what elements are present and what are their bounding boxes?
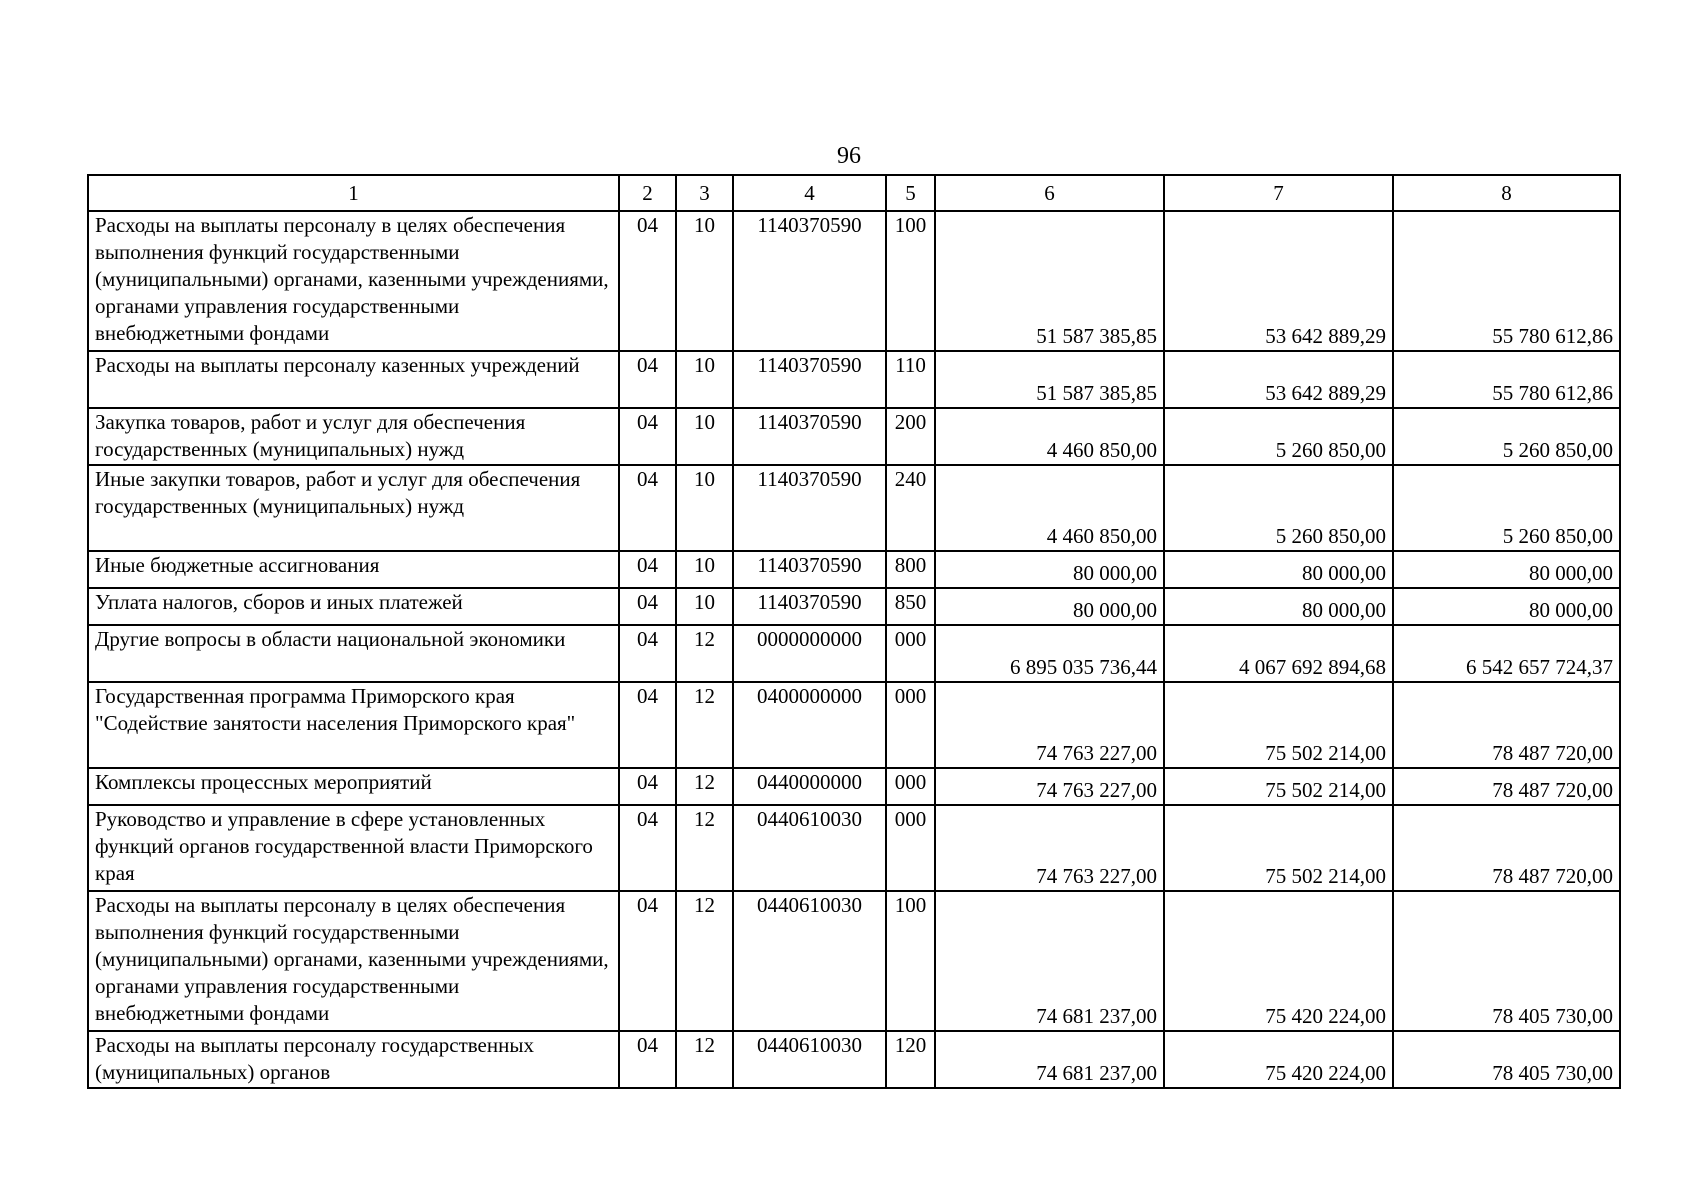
header-col-4: 4 [733, 175, 886, 211]
row-section: 04 [619, 891, 676, 1031]
row-name: Руководство и управление в сфере установленных функций органов государственной власти Приморского края [88, 805, 619, 891]
row-name: Расходы на выплаты персоналу государственных (муниципальных) органов [88, 1031, 619, 1088]
row-subsection: 12 [676, 891, 733, 1031]
row-target-code: 0440610030 [733, 891, 886, 1031]
row-amount-6: 74 763 227,00 [935, 805, 1164, 891]
row-amount-6: 80 000,00 [935, 588, 1164, 625]
row-target-code: 0440610030 [733, 805, 886, 891]
row-amount-8: 78 487 720,00 [1393, 682, 1620, 768]
row-expense-type: 110 [886, 351, 935, 408]
row-expense-type: 000 [886, 805, 935, 891]
row-name: Другие вопросы в области национальной экономики [88, 625, 619, 682]
row-amount-8: 55 780 612,86 [1393, 211, 1620, 351]
row-target-code: 1140370590 [733, 351, 886, 408]
row-section: 04 [619, 805, 676, 891]
row-expense-type: 000 [886, 625, 935, 682]
table-row [88, 891, 1620, 1031]
row-section: 04 [619, 768, 676, 805]
table-row [88, 465, 1620, 551]
row-amount-7: 75 502 214,00 [1164, 768, 1393, 805]
row-amount-6: 4 460 850,00 [935, 465, 1164, 551]
row-amount-8: 78 487 720,00 [1393, 805, 1620, 891]
row-subsection: 12 [676, 1031, 733, 1088]
table-row [88, 1031, 1620, 1088]
row-amount-8: 78 487 720,00 [1393, 768, 1620, 805]
row-amount-7: 80 000,00 [1164, 551, 1393, 588]
row-name: Расходы на выплаты персоналу в целях обеспечения выполнения функций государственными (муниципальными) органами, казенными учреждениями, органами управления государственными внебюджетными фондами [88, 211, 619, 351]
row-section: 04 [619, 351, 676, 408]
table-header-row [88, 175, 1620, 211]
table-row [88, 768, 1620, 805]
row-name: Иные закупки товаров, работ и услуг для обеспечения государственных (муниципальных) нужд [88, 465, 619, 551]
row-amount-6: 51 587 385,85 [935, 211, 1164, 351]
header-col-6: 6 [935, 175, 1164, 211]
row-amount-7: 75 502 214,00 [1164, 805, 1393, 891]
row-name: Государственная программа Приморского края "Содействие занятости населения Приморского края" [88, 682, 619, 768]
row-amount-7: 80 000,00 [1164, 588, 1393, 625]
row-name: Комплексы процессных мероприятий [88, 768, 619, 805]
row-amount-7: 75 502 214,00 [1164, 682, 1393, 768]
row-target-code: 1140370590 [733, 211, 886, 351]
row-amount-6: 74 681 237,00 [935, 891, 1164, 1031]
row-expense-type: 000 [886, 768, 935, 805]
row-amount-6: 74 681 237,00 [935, 1031, 1164, 1088]
header-col-3: 3 [676, 175, 733, 211]
row-section: 04 [619, 211, 676, 351]
page-number: 96 [837, 143, 861, 169]
table-row [88, 408, 1620, 465]
row-expense-type: 800 [886, 551, 935, 588]
row-subsection: 10 [676, 551, 733, 588]
row-subsection: 12 [676, 768, 733, 805]
header-col-1: 1 [88, 175, 619, 211]
row-amount-6: 51 587 385,85 [935, 351, 1164, 408]
row-subsection: 12 [676, 805, 733, 891]
row-subsection: 12 [676, 682, 733, 768]
header-col-2: 2 [619, 175, 676, 211]
row-subsection: 10 [676, 351, 733, 408]
row-expense-type: 850 [886, 588, 935, 625]
table-row [88, 682, 1620, 768]
header-col-7: 7 [1164, 175, 1393, 211]
row-section: 04 [619, 551, 676, 588]
row-expense-type: 200 [886, 408, 935, 465]
row-section: 04 [619, 408, 676, 465]
row-name: Расходы на выплаты персоналу в целях обеспечения выполнения функций государственными (муниципальными) органами, казенными учреждениями, органами управления государственными внебюджетными фондами [88, 891, 619, 1031]
row-amount-7: 5 260 850,00 [1164, 465, 1393, 551]
row-target-code: 0440000000 [733, 768, 886, 805]
row-subsection: 10 [676, 211, 733, 351]
row-section: 04 [619, 1031, 676, 1088]
row-amount-7: 53 642 889,29 [1164, 211, 1393, 351]
row-target-code: 0440610030 [733, 1031, 886, 1088]
header-col-8: 8 [1393, 175, 1620, 211]
row-section: 04 [619, 588, 676, 625]
row-amount-8: 78 405 730,00 [1393, 891, 1620, 1031]
row-target-code: 0400000000 [733, 682, 886, 768]
row-amount-8: 5 260 850,00 [1393, 408, 1620, 465]
row-amount-7: 53 642 889,29 [1164, 351, 1393, 408]
row-amount-7: 4 067 692 894,68 [1164, 625, 1393, 682]
row-amount-8: 80 000,00 [1393, 551, 1620, 588]
row-expense-type: 100 [886, 211, 935, 351]
row-amount-6: 74 763 227,00 [935, 768, 1164, 805]
row-amount-8: 78 405 730,00 [1393, 1031, 1620, 1088]
row-amount-8: 55 780 612,86 [1393, 351, 1620, 408]
table-row [88, 211, 1620, 351]
row-amount-7: 75 420 224,00 [1164, 1031, 1393, 1088]
row-amount-6: 74 763 227,00 [935, 682, 1164, 768]
row-target-code: 0000000000 [733, 625, 886, 682]
row-target-code: 1140370590 [733, 408, 886, 465]
row-target-code: 1140370590 [733, 551, 886, 588]
row-subsection: 10 [676, 465, 733, 551]
table-row [88, 351, 1620, 408]
row-expense-type: 240 [886, 465, 935, 551]
row-section: 04 [619, 625, 676, 682]
row-amount-6: 80 000,00 [935, 551, 1164, 588]
row-target-code: 1140370590 [733, 465, 886, 551]
row-amount-6: 6 895 035 736,44 [935, 625, 1164, 682]
row-name: Расходы на выплаты персоналу казенных учреждений [88, 351, 619, 408]
row-amount-7: 5 260 850,00 [1164, 408, 1393, 465]
row-amount-8: 80 000,00 [1393, 588, 1620, 625]
row-section: 04 [619, 682, 676, 768]
row-amount-7: 75 420 224,00 [1164, 891, 1393, 1031]
table-row [88, 625, 1620, 682]
row-amount-8: 6 542 657 724,37 [1393, 625, 1620, 682]
row-name: Иные бюджетные ассигнования [88, 551, 619, 588]
row-name: Уплата налогов, сборов и иных платежей [88, 588, 619, 625]
budget-table [87, 174, 1621, 1089]
row-expense-type: 100 [886, 891, 935, 1031]
row-subsection: 10 [676, 408, 733, 465]
row-subsection: 12 [676, 625, 733, 682]
table-row [88, 805, 1620, 891]
row-expense-type: 120 [886, 1031, 935, 1088]
row-target-code: 1140370590 [733, 588, 886, 625]
row-subsection: 10 [676, 588, 733, 625]
row-name: Закупка товаров, работ и услуг для обеспечения государственных (муниципальных) нужд [88, 408, 619, 465]
row-section: 04 [619, 465, 676, 551]
header-col-5: 5 [886, 175, 935, 211]
row-amount-8: 5 260 850,00 [1393, 465, 1620, 551]
row-expense-type: 000 [886, 682, 935, 768]
table-row [88, 588, 1620, 625]
row-amount-6: 4 460 850,00 [935, 408, 1164, 465]
table-row [88, 551, 1620, 588]
